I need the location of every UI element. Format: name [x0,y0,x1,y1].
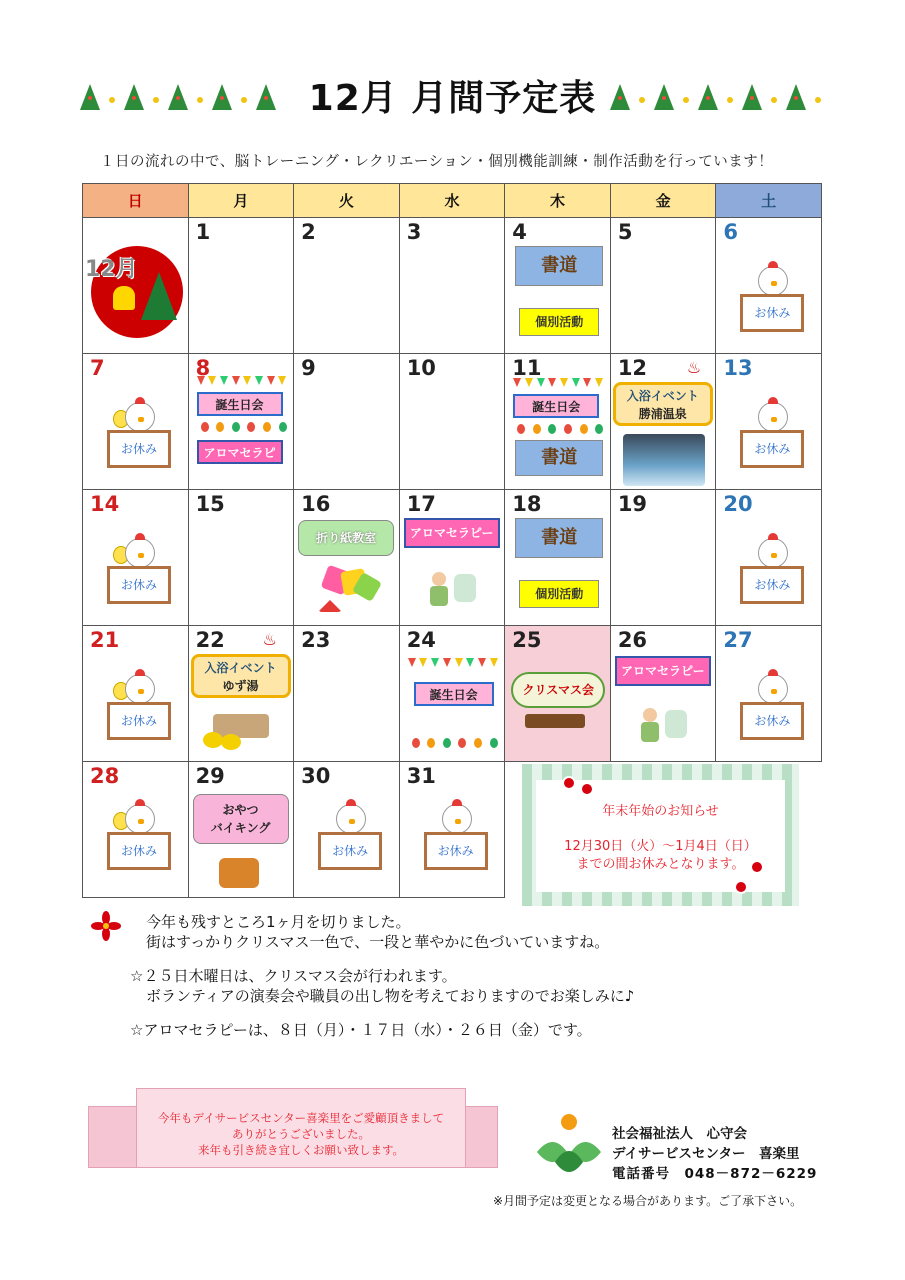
announcement-line: ボランティアの演奏会や職員の出し物を考えておりますのでお楽しみに♪ [146,987,635,1005]
day-cell-5 [610,218,716,354]
page-title: 12月 月間予定表 [308,78,597,119]
day-cell-19 [610,490,716,626]
day-number: 24 [406,628,436,652]
day-cell-24 [399,626,505,762]
announcements [130,912,830,1040]
camellia-icon [750,860,764,874]
day-number: 5 [617,220,633,244]
closed-day-sign [107,804,169,882]
day-cell-17 [399,490,505,626]
phone-number: 電話番号 048－872－6229 [612,1166,818,1182]
announcement-line: ☆２５日木曜日は、クリスマス会が行われます。 [130,967,457,985]
balloons-icon [517,424,603,438]
day-number: 19 [617,492,648,516]
calligraphy-event: 書道 [515,518,603,558]
day-number: 8 [195,356,211,380]
day-number: 10 [406,356,436,380]
closed-label: お休み [107,430,171,468]
intro-text: １日の流れの中で、脳トレーニング・レクリエーション・個別機能訓練・制作活動を行っています！ [100,154,774,170]
origami-class-event: 折り紙教室 [298,520,394,556]
day-number: 4 [512,220,527,244]
thank-you-line-1: 今年もデイサービスセンター喜楽里をご愛顧頂きまして [157,1111,445,1125]
chicken-icon [758,402,788,432]
closed-day-sign [318,804,380,882]
notice-title: 年末年始のお知らせ [602,804,719,819]
week-row-1 [83,218,822,354]
day-number: 3 [406,220,422,244]
header-monday: 月 [188,184,294,218]
day-cell-26 [610,626,716,762]
closed-day-sign [107,402,169,480]
bunting-icon [513,378,603,390]
aromatherapy-event: アロマセラピー [197,440,283,464]
aromatherapy-event: アロマセラピー [404,518,500,548]
day-number: 7 [90,356,105,380]
day-number: 25 [512,628,542,652]
closed-label: お休み [107,566,171,604]
closed-label: お休み [740,430,804,468]
day-cell-6 [716,218,822,354]
chicken-icon [125,674,155,704]
day-number: 9 [301,356,316,380]
closed-day-sign [740,402,802,480]
chicken-icon [125,538,155,568]
hot-spring-icon: ♨ [686,358,702,377]
day-number: 12 [617,356,648,380]
day-number: 2 [301,220,316,244]
closed-label: お休み [740,294,804,332]
closed-day-sign [740,538,802,616]
hot-spring-icon: ♨ [262,630,277,649]
schedule-change-note: ※月間予定は変更となる場合があります。ご了承下さい。 [493,1194,803,1208]
day-number: 29 [195,764,225,788]
week-row-3 [83,490,822,626]
bell-icon [113,286,135,310]
bath-event-subtitle: ゆず湯 [222,679,259,693]
closed-day-sign [107,674,169,752]
closed-label: お休み [740,702,804,740]
day-number: 31 [406,764,436,788]
day-cell-18 [505,490,611,626]
day-cell-20 [716,490,822,626]
organization-logo [533,1112,605,1182]
day-number: 27 [723,628,753,652]
day-number: 6 [723,220,738,244]
day-number: 1 [195,220,211,244]
christmas-tree-garland-right [608,80,828,120]
header-saturday: 土 [716,184,822,218]
bunting-icon [408,658,498,670]
thank-you-line-3: 来年も引き続き宜しくお願い致します。 [197,1143,405,1157]
december-badge-cell [83,218,189,354]
calligraphy-event: 書道 [515,246,603,286]
header-tuesday: 火 [294,184,400,218]
announcement-line: 街はすっかりクリスマス一色で、一段と華やかに色づいていますね。 [146,933,610,951]
day-cell-22 [188,626,294,762]
birthday-party-event: 誕生日会 [414,682,494,706]
day-number: 20 [723,492,753,516]
day-cell-4 [505,218,611,354]
day-cell-9 [294,354,400,490]
bunting-icon [197,376,287,388]
hot-spring-photo [623,434,705,486]
header-sunday: 日 [83,184,189,218]
day-cell-27 [716,626,822,762]
day-number: 23 [301,628,331,652]
closed-day-sign [740,266,802,344]
balloons-icon [201,422,287,436]
birthday-party-event: 誕生日会 [197,392,283,416]
bath-event-title: 入浴イベント [626,389,699,403]
sleigh-icon [525,714,585,728]
announcement-line: ☆アロマセラピーは、８日（月）・１７日（水）・２６日（金）です。 [130,1021,592,1039]
day-number: 18 [512,492,542,516]
chicken-icon [336,804,366,834]
day-cell-23 [294,626,400,762]
bath-event-subtitle: 勝浦温泉 [638,407,687,421]
day-number: 30 [301,764,331,788]
bath-event-katsuura [613,382,713,426]
person-icon [643,708,657,722]
day-number: 11 [512,356,542,380]
day-cell-8 [188,354,294,490]
day-cell-25 [505,626,611,762]
day-cell-13 [716,354,822,490]
closed-label: お休み [318,832,382,870]
christmas-party-event: クリスマス会 [511,672,605,708]
day-number: 21 [90,628,120,652]
chicken-icon [125,402,155,432]
individual-activity-event: 個別活動 [519,308,599,336]
day-cell-2 [294,218,400,354]
header-friday: 金 [610,184,716,218]
day-number: 13 [723,356,753,380]
day-number: 28 [90,764,120,788]
thank-you-line-2: ありがとうございました。 [232,1127,370,1141]
day-cell-10 [399,354,505,490]
org-name: 社会福祉法人 心守会 [612,1126,747,1142]
facility-name: デイサービスセンター 喜楽里 [612,1146,800,1162]
bath-event-yuzu [191,654,291,698]
yuzu-icon [203,732,223,748]
christmas-tree-icon [141,272,177,320]
week-row-4 [83,626,822,762]
closed-label: お休み [424,832,488,870]
snacks-icon [219,858,259,888]
closed-label: お休み [107,832,171,870]
balloons-icon [412,738,498,752]
day-number: 22 [195,628,225,652]
notice-card [536,780,785,892]
christmas-tree-garland-left [78,80,278,120]
birthday-party-event: 誕生日会 [513,394,599,418]
paper-crane-icon [318,600,342,612]
weekday-header-row [83,184,822,218]
header-wednesday: 水 [399,184,505,218]
day-number: 16 [301,492,331,516]
camellia-icon [734,880,748,894]
week-row-2 [83,354,822,490]
chair-icon [454,574,476,602]
day-cell-14 [83,490,189,626]
closed-day-sign [424,804,486,882]
camellia-icon [562,776,576,790]
chair-icon [665,710,687,738]
snack-buffet-line1: おやつ [222,803,259,817]
chicken-icon [758,674,788,704]
day-cell-30 [294,762,400,898]
day-cell-29 [188,762,294,898]
person-icon [641,722,659,742]
chicken-icon [758,538,788,568]
yuzu-icon [221,734,241,750]
snack-buffet-line2: バイキング [210,821,271,835]
person-icon [432,572,446,586]
day-number: 15 [195,492,225,516]
chicken-icon [125,804,155,834]
year-end-notice [522,764,799,906]
individual-activity-event: 個別活動 [519,580,599,608]
day-cell-11 [505,354,611,490]
closed-label: お休み [740,566,804,604]
notice-line-2: までの間お休みとなります。 [576,857,745,872]
chicken-icon [758,266,788,296]
organization-info [612,1124,817,1184]
closed-day-sign [107,538,169,616]
notice-body [536,838,785,874]
camellia-icon [580,782,594,796]
december-christmas-badge [85,246,183,338]
bath-event-title: 入浴イベント [204,661,277,675]
december-badge-text: 12月 [85,257,138,282]
day-number: 26 [617,628,648,652]
day-cell-15 [188,490,294,626]
day-cell-16 [294,490,400,626]
day-cell-3 [399,218,505,354]
day-cell-1 [188,218,294,354]
day-cell-28 [83,762,189,898]
day-cell-21 [83,626,189,762]
header-thursday: 木 [505,184,611,218]
title-row [0,70,905,126]
notice-line-1: 12月30日（火）～1月4日（日） [564,839,757,854]
snack-buffet-event [193,794,289,844]
chicken-icon [442,804,472,834]
aromatherapy-event: アロマセラピー [615,656,711,686]
thank-you-text [142,1110,460,1158]
day-cell-31 [399,762,505,898]
calligraphy-event: 書道 [515,440,603,476]
day-cell-12 [610,354,716,490]
day-number: 14 [90,492,120,516]
closed-label: お休み [107,702,171,740]
closed-day-sign [740,674,802,752]
poinsettia-icon [92,912,120,940]
day-number: 17 [406,492,436,516]
thank-you-scroll [88,1088,498,1176]
day-cell-7 [83,354,189,490]
person-icon [430,586,448,606]
announcement-line: 今年も残すところ1ヶ月を切りました。 [146,913,411,931]
